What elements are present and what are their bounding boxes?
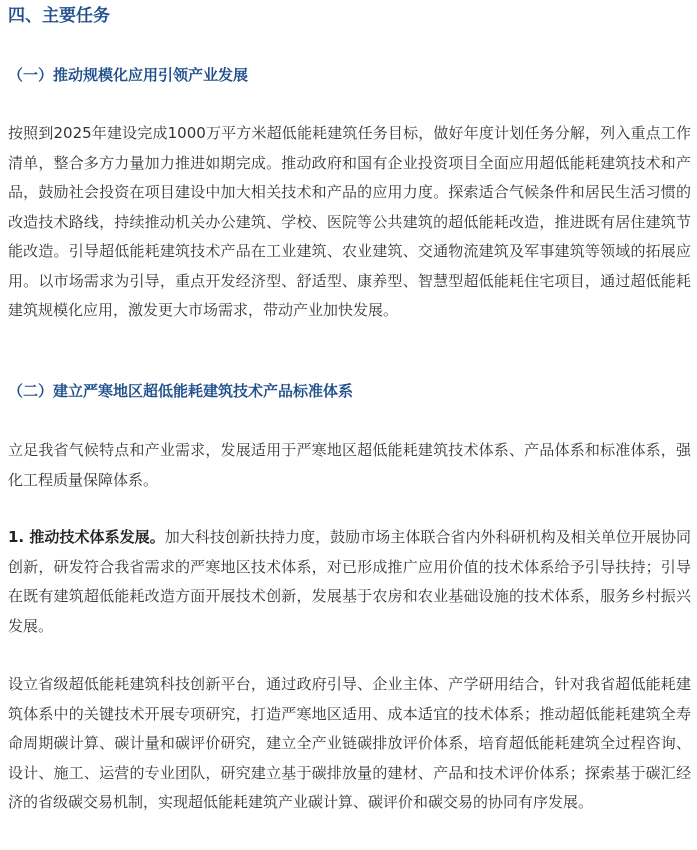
paragraph-tech-system bbox=[8, 523, 691, 641]
section-heading: 四、主要任务 bbox=[8, 6, 110, 26]
subsection-heading-2: （二）建立严寒地区超低能耗建筑技术产品标准体系 bbox=[8, 382, 354, 400]
paragraph-innovation-platform: 设立省级超低能耗建筑科技创新平台，通过政府引导、企业主体、产学研用结合，针对我省超低能耗建筑体系中的关键技术开展专项研究，打造严寒地区适用、成本适宜的技术体系；推动超低能耗建筑全寿命周期碳计算、碳计量和碳评价研究，建立全产业链碳排放评价体系，培育超低能耗建筑全过程咨询、设计、施工、运营的专业团队，研究建立基于碳排放量的建材、产品和技术评价体系；探索基于碳汇经济的省级碳交易机制，实现超低能耗建筑产业碳计算、碳评价和碳交易的协同有序发展。 bbox=[8, 675, 691, 811]
item-text-tech-system: 加大科技创新扶持力度，鼓励市场主体联合省内外科研机构及相关单位开展协同创新，研发符合我省需求的严寒地区技术体系，对已形成推广应用价值的技术体系给予引导扶持；引导在既有建筑超低能耗改造方面开展技术创新，发展基于农房和农业基础设施的技术体系，服务乡村振兴发展。 bbox=[8, 528, 691, 635]
paragraph-scale-application: 按照到2025年建设完成1000万平方米超低能耗建筑任务目标，做好年度计划任务分解，列入重点工作清单，整合多方力量加力推进如期完成。推动政府和国有企业投资项目全面应用超低能耗建筑技术和产品，鼓励社会投资在项目建设中加大相关技术和产品的应用力度。探索适合气候条件和居民生活习惯的改造技术路线，持续推动机关办公建筑、学校、医院等公共建筑的超低能耗改造，推进既有居住建筑节能改造。引导超低能耗建筑技术产品在工业建筑、农业建筑、交通物流建筑及军事建筑等领域的拓展应用。以市场需求为引导，重点开发经济型、舒适型、康养型、智慧型超低能耗住宅项目，通过超低能耗建筑规模化应用，激发更大市场需求，带动产业加快发展。 bbox=[8, 124, 691, 319]
subsection-heading-1: （一）推动规模化应用引领产业发展 bbox=[8, 66, 249, 84]
item-lead-tech-system: 1. 推动技术体系发展。 bbox=[8, 528, 165, 546]
paragraph-standard-system-intro: 立足我省气候特点和产业需求，发展适用于严寒地区超低能耗建筑技术体系、产品体系和标准体系，强化工程质量保障体系。 bbox=[8, 441, 691, 489]
